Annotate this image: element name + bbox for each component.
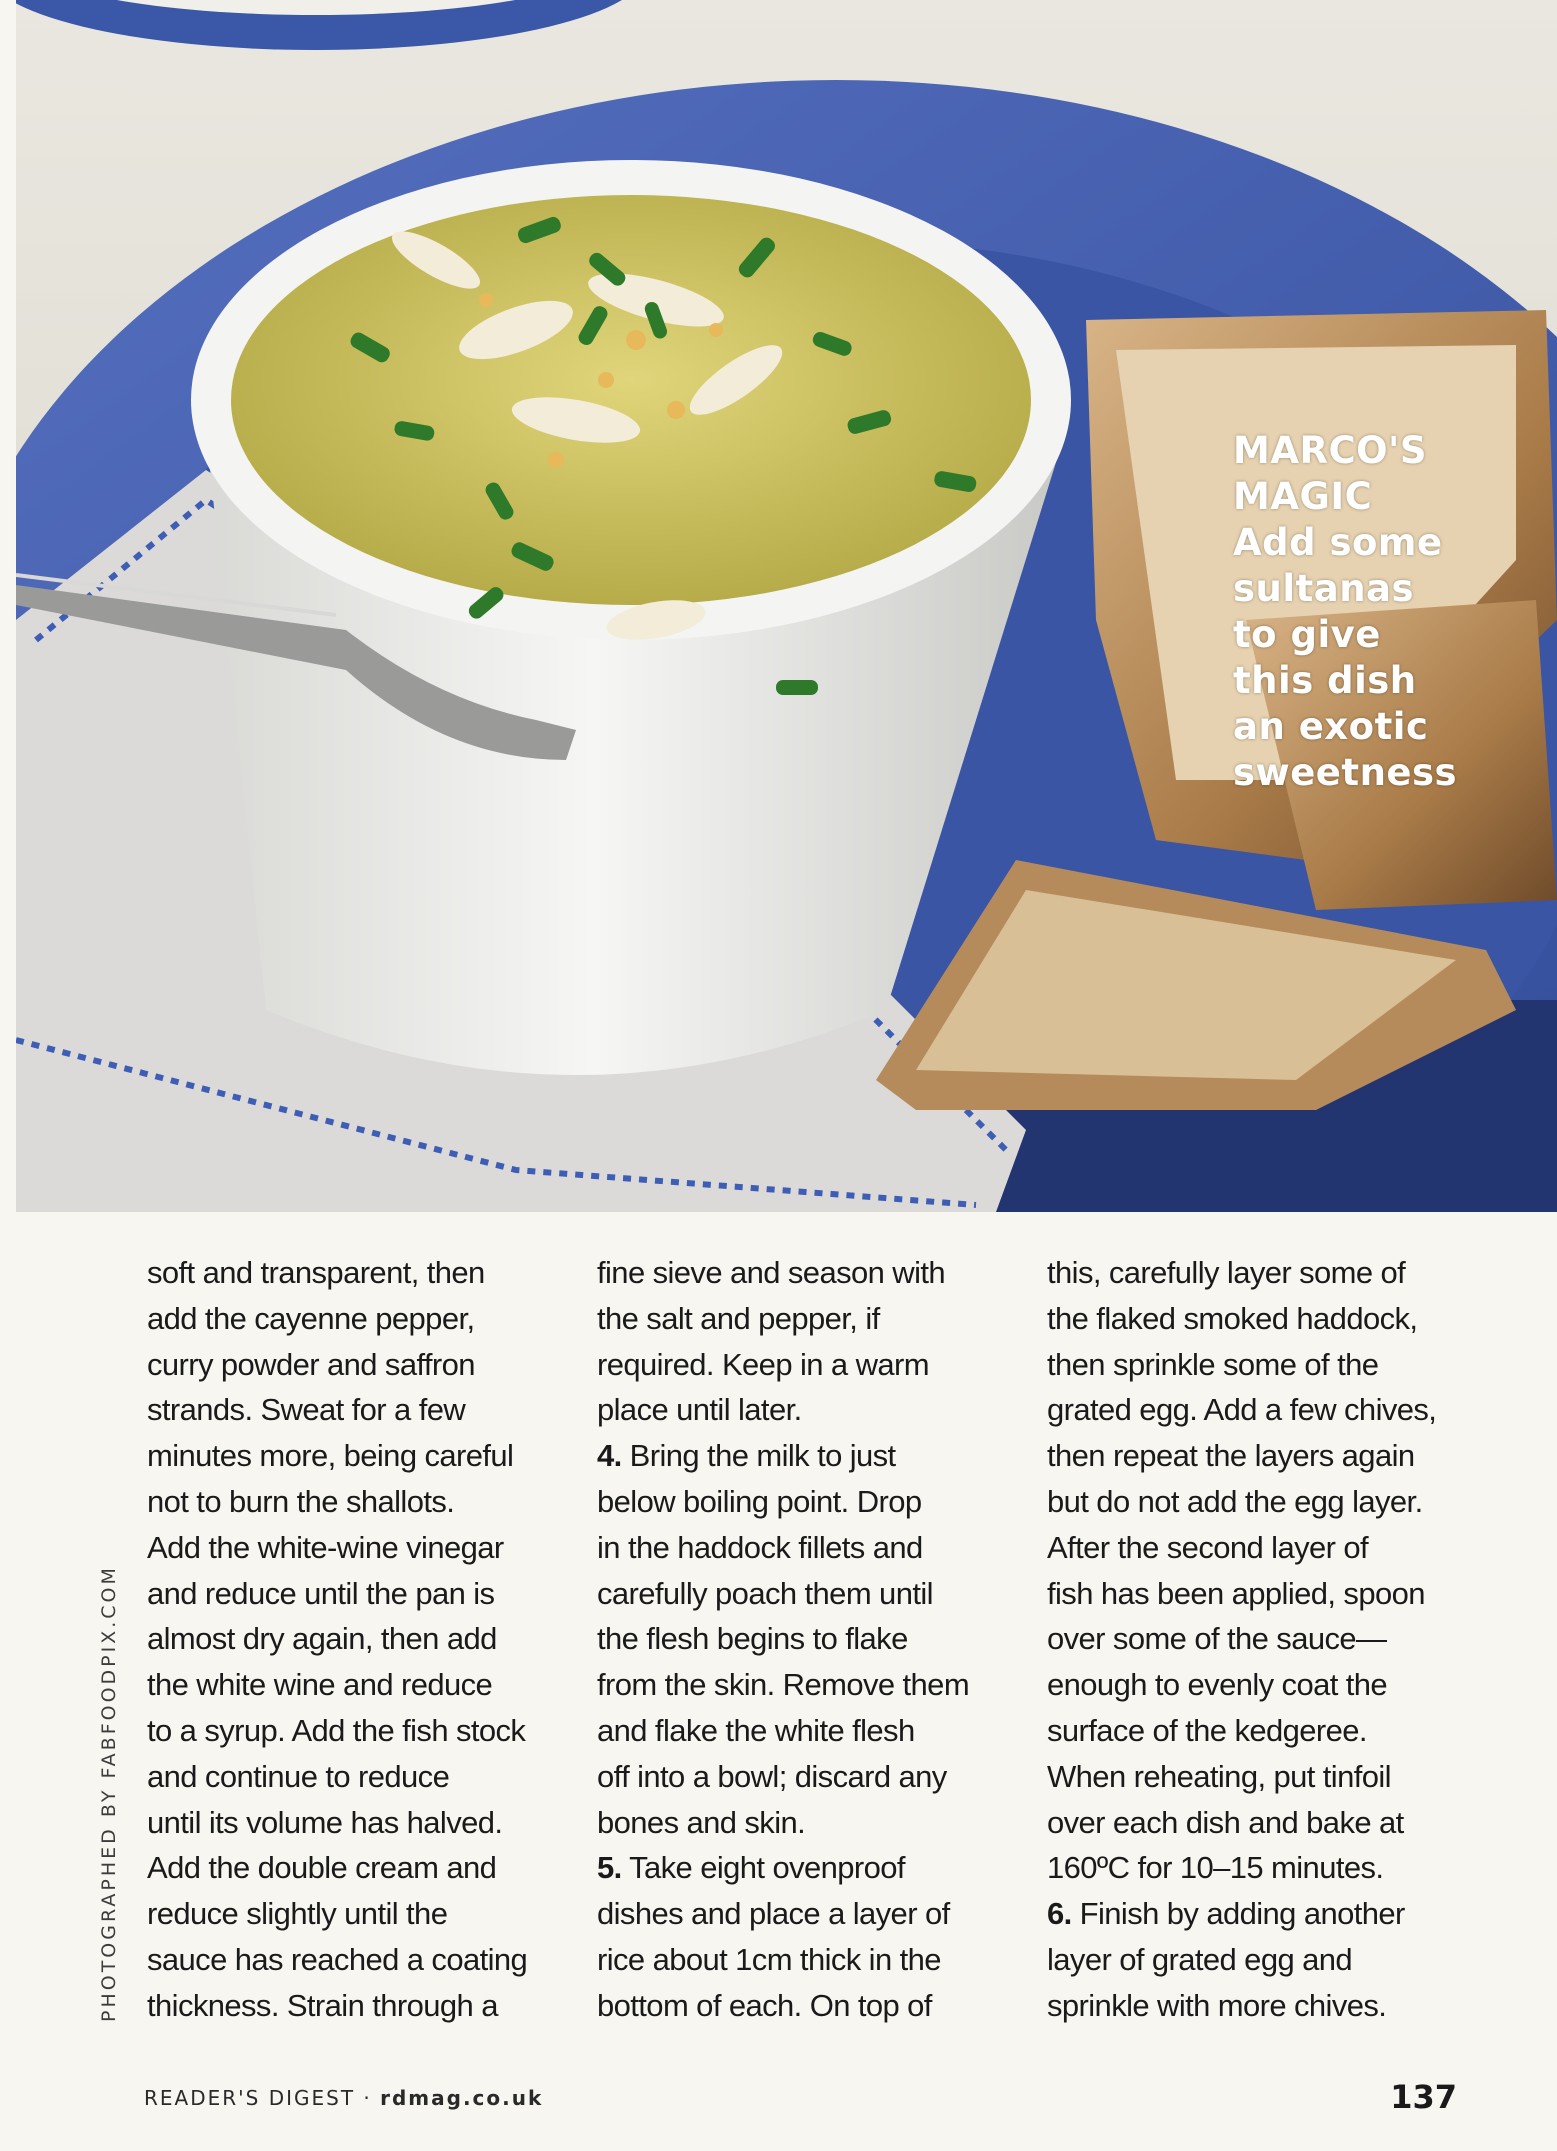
text-line: strands. Sweat for a few — [147, 1392, 466, 1428]
text-line: in the haddock fillets and — [597, 1529, 923, 1565]
text-line: surface of the kedgeree. — [1047, 1712, 1367, 1748]
text-line: soft and transparent, then — [147, 1255, 485, 1290]
text-line: sprinkle with more chives. — [1047, 1987, 1387, 2023]
page-number: 137 — [1390, 2078, 1457, 2116]
text-line: carefully poach them until — [597, 1575, 933, 1611]
text-line: 160ºC for 10–15 minutes. — [1047, 1850, 1384, 1886]
text-line: thickness. Strain through a — [147, 1987, 498, 2023]
text-line: then repeat the layers again — [1047, 1438, 1415, 1474]
website-link[interactable]: rdmag.co.uk — [380, 2086, 544, 2110]
text-line: then sprinkle some of the — [1047, 1346, 1379, 1382]
text-line: After the second layer of — [1047, 1529, 1369, 1565]
text-line: place until later. — [597, 1392, 802, 1428]
text-line: enough to evenly coat the — [1047, 1667, 1388, 1703]
text-line: the flaked smoked haddock, — [1047, 1300, 1418, 1336]
text-line: 6. Finish by adding another — [1047, 1896, 1405, 1932]
tip-body-line-6: sweetness — [1233, 751, 1458, 794]
text-line: dishes and place a layer of — [597, 1896, 950, 1932]
text-line: and continue to reduce — [147, 1758, 450, 1794]
text-line: reduce slightly until the — [147, 1896, 448, 1932]
column-1 — [147, 1250, 577, 2029]
text-line: sauce has reached a coating — [147, 1941, 528, 1977]
text-line: the white wine and reduce — [147, 1667, 493, 1703]
text-line: bottom of each. On top of — [597, 1987, 932, 2023]
marcos-magic-tip — [1233, 428, 1553, 796]
text-line: add the cayenne pepper, — [147, 1300, 475, 1336]
text-line: 5. Take eight ovenproof — [597, 1850, 905, 1886]
text-line: fish has been applied, spoon — [1047, 1575, 1425, 1611]
text-line: and flake the white flesh — [597, 1712, 915, 1748]
text-line: over some of the sauce— — [1047, 1621, 1387, 1657]
text-line: from the skin. Remove them — [597, 1667, 970, 1703]
text-line: minutes more, being careful — [147, 1438, 514, 1474]
text-line: and reduce until the pan is — [147, 1575, 495, 1611]
text-line: Add the white-wine vinegar — [147, 1529, 504, 1565]
text-line: rice about 1cm thick in the — [597, 1941, 941, 1977]
text-line: to a syrup. Add the fish stock — [147, 1712, 526, 1748]
text-line: off into a bowl; discard any — [597, 1758, 947, 1794]
tip-body-line-1: Add some — [1233, 521, 1443, 564]
photo-credit: PHOTOGRAPHED BY FABFOODPIX.COM — [98, 1565, 120, 2022]
text-line: but do not add the egg layer. — [1047, 1483, 1423, 1519]
text-line: bones and skin. — [597, 1804, 806, 1840]
hero-photo — [16, 0, 1557, 1212]
text-line: below boiling point. Drop — [597, 1483, 922, 1519]
text-line: the flesh begins to flake — [597, 1621, 908, 1657]
tip-body-line-2: sultanas — [1233, 567, 1415, 610]
text-line: not to burn the shallots. — [147, 1483, 455, 1519]
text-line: fine sieve and season with — [597, 1255, 946, 1290]
publication-name: READER'S DIGEST — [144, 2086, 356, 2110]
text-line: over each dish and bake at — [1047, 1804, 1404, 1840]
footer-publication — [144, 2086, 543, 2110]
text-line: Add the double cream and — [147, 1850, 497, 1886]
text-line: this, carefully layer some of — [1047, 1255, 1406, 1290]
text-line: grated egg. Add a few chives, — [1047, 1392, 1437, 1428]
text-line: 4. Bring the milk to just — [597, 1438, 896, 1474]
tip-body-line-5: an exotic — [1233, 705, 1429, 748]
tip-heading-line-2: MAGIC — [1233, 475, 1373, 518]
text-line: curry powder and saffron — [147, 1346, 475, 1382]
text-line: When reheating, put tinfoil — [1047, 1758, 1391, 1794]
text-line: the salt and pepper, if — [597, 1300, 880, 1336]
text-line: layer of grated egg and — [1047, 1941, 1353, 1977]
footer-separator: · — [363, 2086, 372, 2110]
tip-body-line-3: to give — [1233, 613, 1381, 656]
column-2 — [597, 1250, 1027, 2029]
text-line: almost dry again, then add — [147, 1621, 497, 1657]
tip-body-line-4: this dish — [1233, 659, 1417, 702]
recipe-text-columns — [0, 1250, 1557, 2050]
tip-heading-line-1: MARCO'S — [1233, 429, 1428, 472]
text-line: until its volume has halved. — [147, 1804, 503, 1840]
text-line: required. Keep in a warm — [597, 1346, 929, 1382]
column-3 — [1047, 1250, 1497, 2029]
